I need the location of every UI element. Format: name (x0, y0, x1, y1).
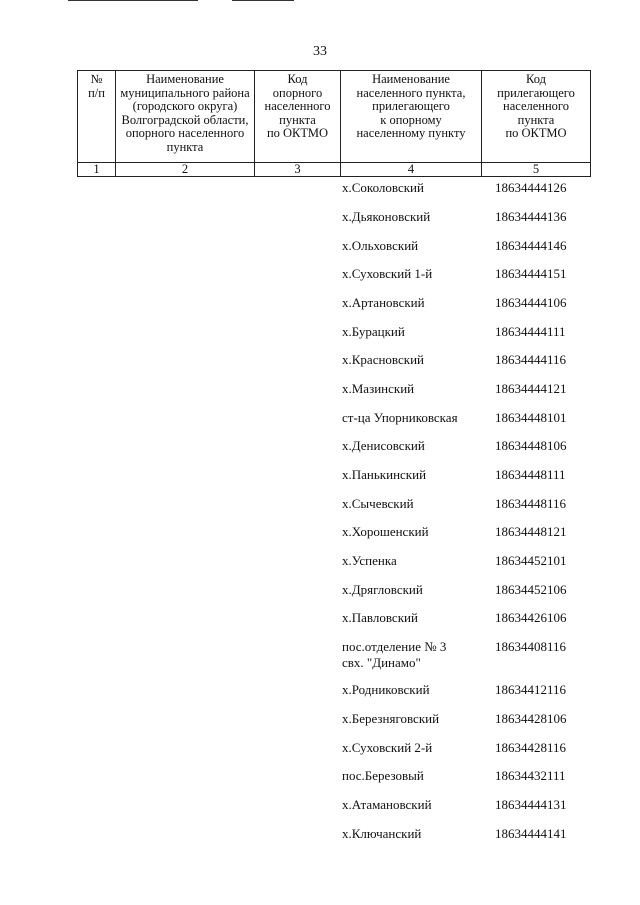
header-col-adjacent-code-label: Код прилегающего населенного пункта по ОКТМО (497, 72, 575, 141)
settlement-name: х.Атамановский (342, 797, 432, 812)
settlement-name: х.Соколовский (342, 180, 424, 195)
column-number-2: 2 (115, 162, 254, 176)
settlement-name: х.Ольховский (342, 238, 419, 253)
settlement-name: х.Дрягловский (342, 582, 423, 597)
oktmo-code: 18634444121 (495, 381, 567, 396)
oktmo-code: 18634444116 (495, 352, 567, 367)
settlement-name: пос.Березовый (342, 768, 424, 783)
oktmo-code: 18634428116 (495, 740, 567, 755)
header-col-base-code (254, 70, 340, 162)
settlement-name: х.Ключанский (342, 826, 422, 841)
settlement-name: х.Денисовский (342, 438, 425, 453)
oktmo-code: 18634412116 (495, 682, 567, 697)
column-number-3: 3 (254, 162, 340, 176)
oktmo-code: 18634448121 (495, 524, 567, 539)
oktmo-code: 18634444136 (495, 209, 567, 224)
settlement-name: х.Павловский (342, 610, 418, 625)
settlement-name: х.Суховский 2-й (342, 740, 433, 755)
scan-artifact-line (232, 0, 294, 1)
oktmo-code: 18634444111 (495, 324, 566, 339)
settlement-name: х.Красновский (342, 352, 424, 367)
settlement-name: х.Бурацкий (342, 324, 405, 339)
header-col-number (77, 70, 115, 162)
oktmo-code: 18634408116 (495, 639, 567, 654)
table-header-bottom (77, 176, 591, 177)
header-col-adjacent-name (340, 70, 481, 162)
settlement-name: х.Родниковский (342, 682, 430, 697)
settlement-name: пос.отделение № 3 свх. "Динамо" (342, 639, 447, 670)
settlement-name: х.Дьяконовский (342, 209, 431, 224)
oktmo-code: 18634444131 (495, 797, 567, 812)
settlement-name: х.Сычевский (342, 496, 414, 511)
oktmo-code: 18634452101 (495, 553, 567, 568)
oktmo-code: 18634452106 (495, 582, 567, 597)
column-number-4: 4 (340, 162, 481, 176)
oktmo-code: 18634428106 (495, 711, 567, 726)
header-col-number-label: № п/п (88, 72, 105, 100)
settlement-name: х.Березняговский (342, 711, 440, 726)
settlement-name: х.Хорошенский (342, 524, 429, 539)
oktmo-code: 18634444146 (495, 238, 567, 253)
table-header (77, 70, 591, 176)
oktmo-code: 18634444151 (495, 266, 567, 281)
header-col-base-code-label: Код опорного населенного пункта по ОКТМО (264, 72, 331, 141)
settlement-name: х.Панькинский (342, 467, 427, 482)
oktmo-code: 18634448101 (495, 410, 567, 425)
oktmo-code: 18634444141 (495, 826, 567, 841)
settlement-name: ст-ца Упорниковская (342, 410, 458, 425)
column-number-5: 5 (481, 162, 591, 176)
settlement-name: х.Суховский 1-й (342, 266, 433, 281)
oktmo-code: 18634426106 (495, 610, 567, 625)
settlement-name: х.Мазинский (342, 381, 415, 396)
oktmo-code: 18634448116 (495, 496, 567, 511)
scan-artifact-line (68, 0, 198, 1)
oktmo-code: 18634444106 (495, 295, 567, 310)
settlement-name: х.Успенка (342, 553, 397, 568)
header-col-district-label: Наименование муниципального района (городского округа) Волгоградской области, опорного населенного пункта (120, 72, 250, 154)
column-number-1: 1 (77, 162, 115, 176)
oktmo-code: 18634444126 (495, 180, 567, 195)
settlement-name: х.Артановский (342, 295, 425, 310)
oktmo-code: 18634432111 (495, 768, 566, 783)
header-col-district (115, 70, 254, 162)
header-col-adjacent-name-label: Наименование населенного пункта, прилегающего к опорному населенному пункту (356, 72, 466, 141)
oktmo-code: 18634448106 (495, 438, 567, 453)
page-number: 33 (313, 44, 327, 59)
oktmo-code: 18634448111 (495, 467, 566, 482)
header-col-adjacent-code (481, 70, 591, 162)
